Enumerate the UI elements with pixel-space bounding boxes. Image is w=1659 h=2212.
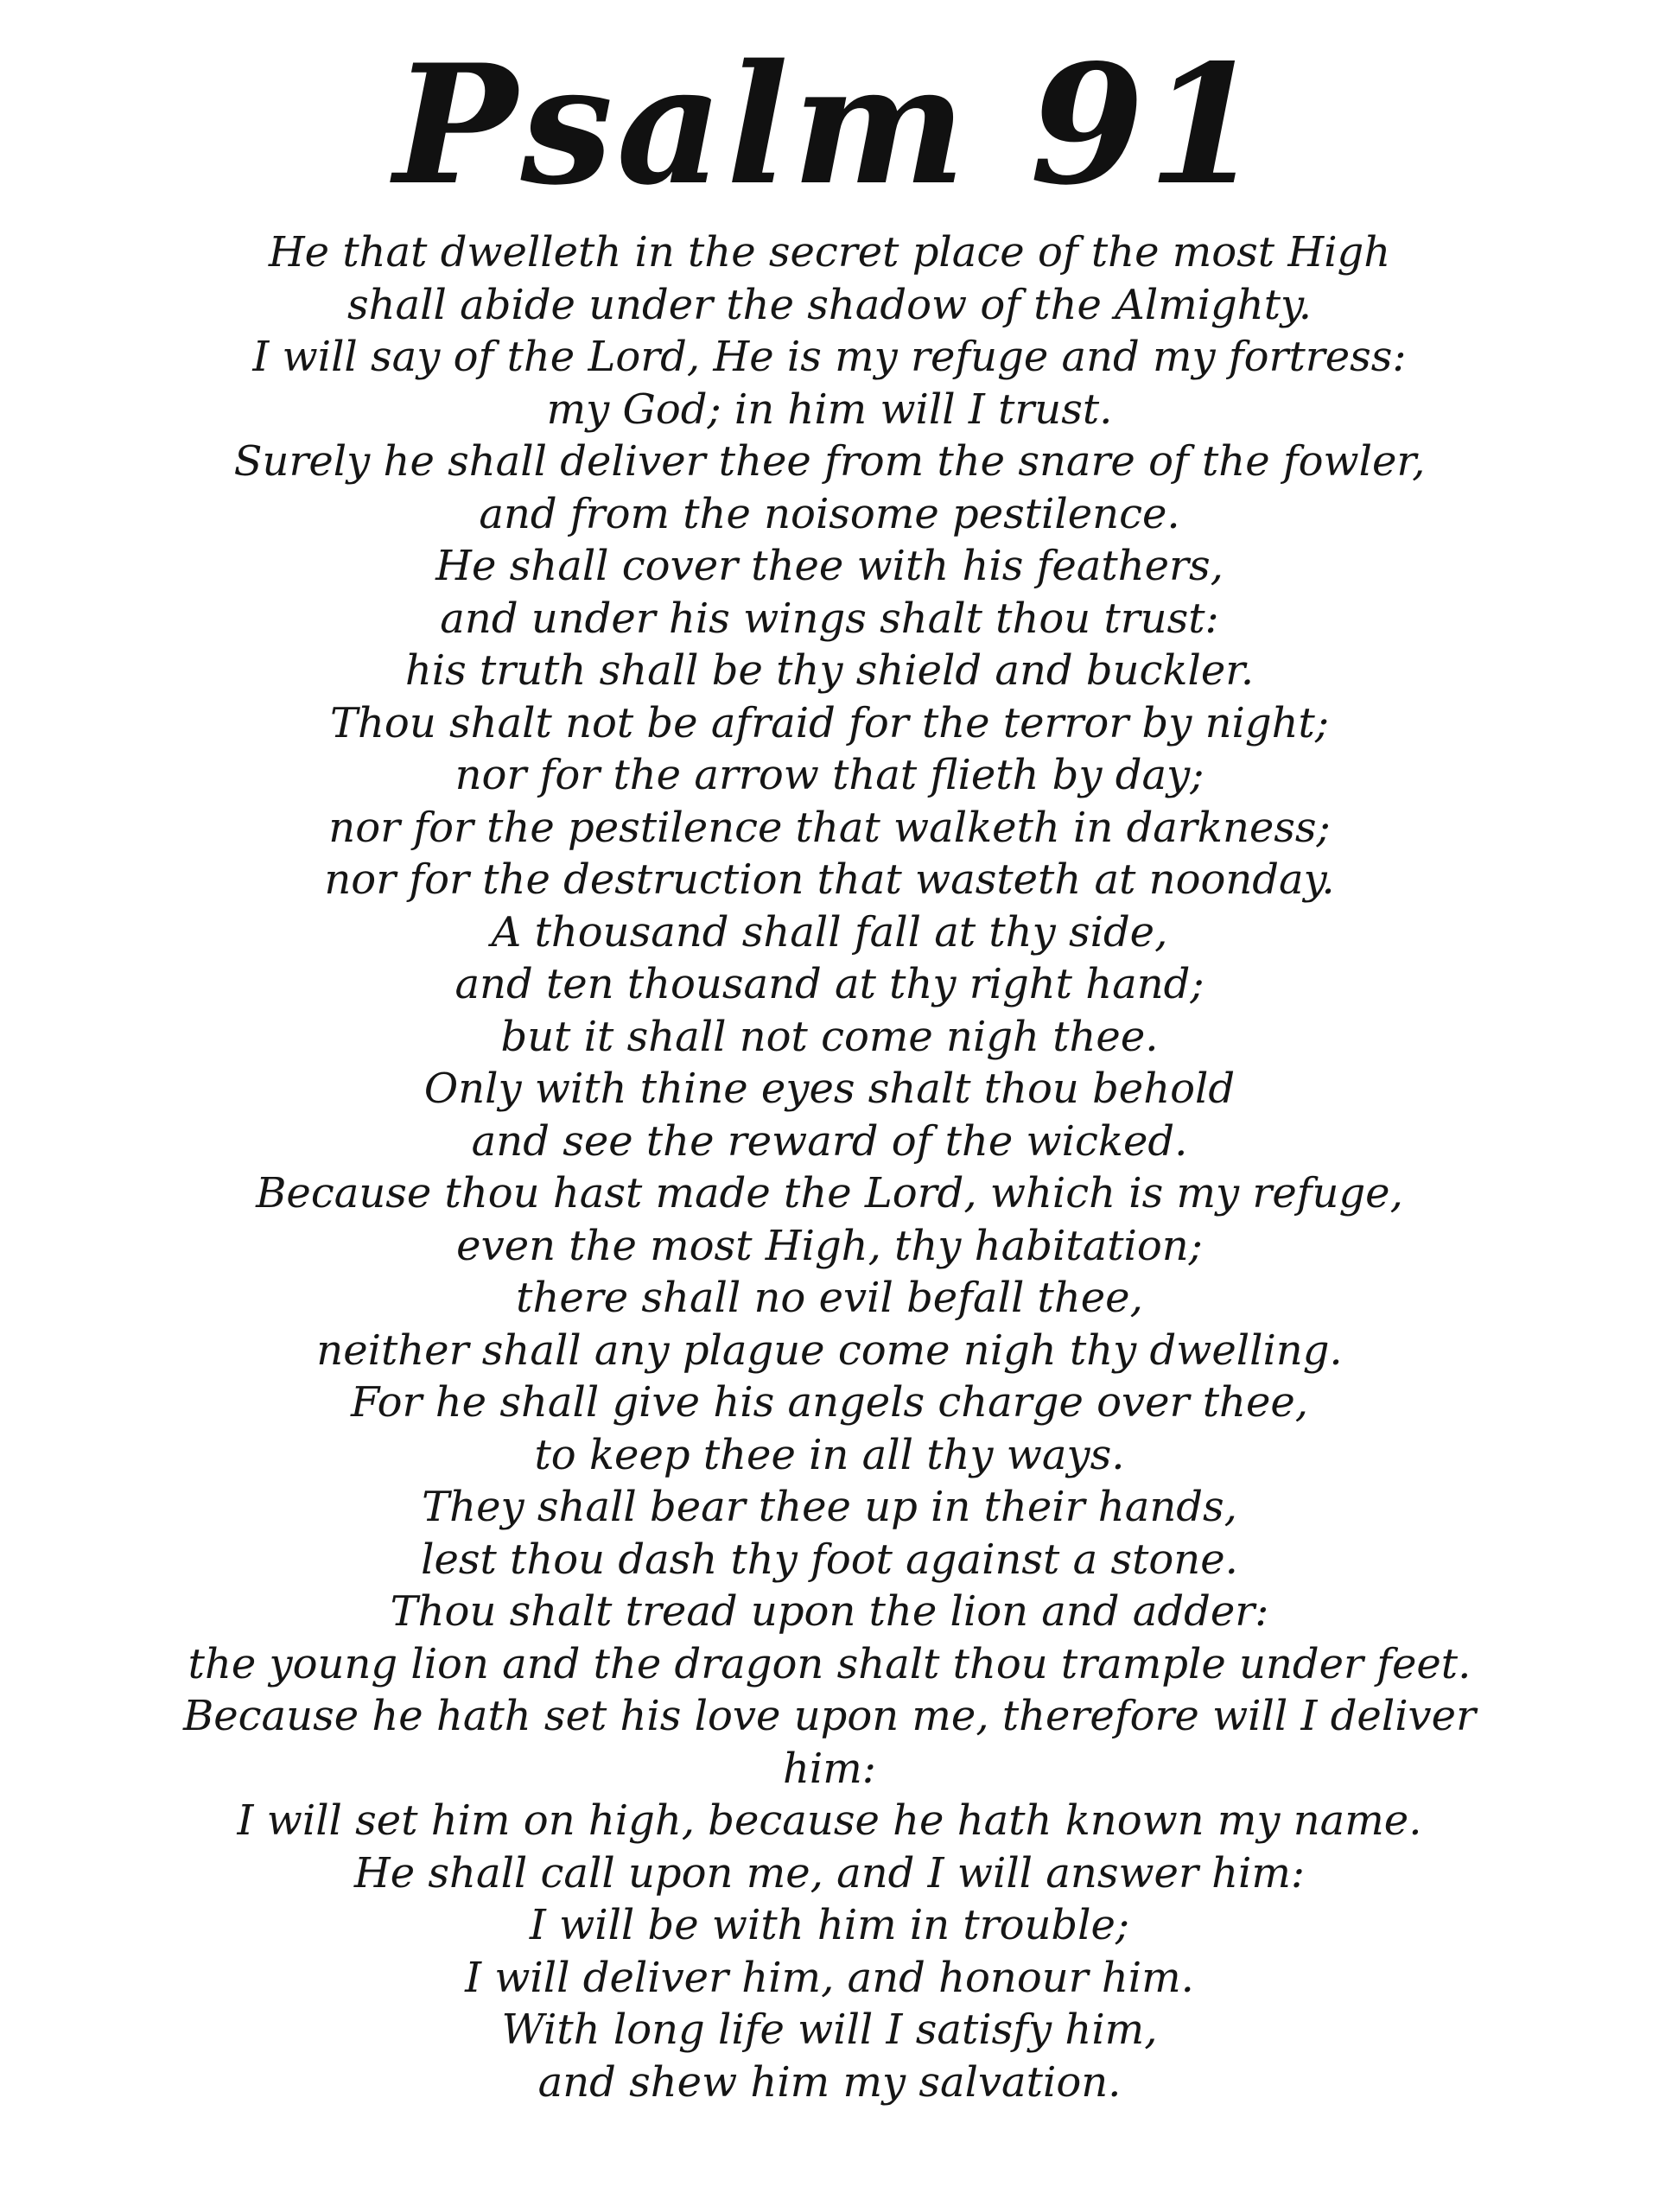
psalm-line: I will be with him in trouble; — [529, 1901, 1130, 1949]
psalm-line: even the most High, thy habitation; — [456, 1221, 1203, 1270]
psalm-text — [78, 226, 1581, 2108]
psalm-line: and see the reward of the wicked. — [471, 1116, 1188, 1166]
psalm-line: Thou shalt not be afraid for the terror by night; — [330, 698, 1329, 747]
psalm-line: lest thou dash thy foot against a stone. — [421, 1535, 1238, 1584]
psalm-line: Thou shalt tread upon the lion and adder: — [390, 1587, 1269, 1636]
psalm-line: and from the noisome pestilence. — [479, 489, 1180, 538]
psalm-line: He shall cover thee with his feathers, — [435, 542, 1224, 590]
psalm-line: and under his wings shalt thou trust: — [440, 594, 1219, 643]
psalm-line: nor for the destruction that wasteth at noonday. — [324, 855, 1335, 904]
psalm-line: With long life will I satisfy him, — [501, 2005, 1158, 2054]
psalm-line: He shall call upon me, and I will answer him: — [353, 1848, 1306, 1897]
psalm-line: his truth shall be thy shield and buckler. — [404, 646, 1255, 695]
psalm-line: nor for the pestilence that walketh in darkness; — [328, 803, 1331, 852]
psalm-line: He that dwelleth in the secret place of the most High — [268, 228, 1391, 276]
psalm-line: For he shall give his angels charge over thee, — [350, 1378, 1309, 1427]
psalm-line: Because he hath set his love upon me, therefore will I deliver — [182, 1692, 1477, 1740]
psalm-line: I will set him on high, because he hath known my name. — [237, 1796, 1422, 1845]
psalm-line: there shall no evil befall thee, — [516, 1274, 1143, 1322]
psalm-line: Surely he shall deliver thee from the snare of the fowler, — [233, 437, 1426, 486]
psalm-line: They shall bear thee up in their hands, — [422, 1483, 1237, 1531]
psalm-line: to keep thee in all thy ways. — [534, 1430, 1125, 1479]
psalm-line: Only with thine eyes shalt thou behold — [423, 1065, 1236, 1113]
psalm-line: and ten thousand at thy right hand; — [454, 960, 1205, 1008]
psalm-line: Because thou hast made the Lord, which is my refuge, — [256, 1169, 1403, 1217]
psalm-line: nor for the arrow that flieth by day; — [454, 751, 1205, 799]
psalm-line: shall abide under the shadow of the Almighty. — [347, 280, 1312, 329]
psalm-line: him: — [783, 1744, 876, 1793]
psalm-line: I will say of the Lord, He is my refuge and my fortress: — [252, 333, 1407, 381]
page-title: Psalm 91 — [393, 29, 1266, 221]
psalm-line: neither shall any plague come nigh thy dwelling. — [316, 1325, 1343, 1375]
psalm-line: I will deliver him, and honour him. — [465, 1953, 1194, 2002]
psalm-line: and shew him my salvation. — [537, 2057, 1122, 2107]
psalm-line: the young lion and the dragon shalt thou trample under feet. — [188, 1639, 1471, 1688]
psalm-line: but it shall not come nigh thee. — [500, 1012, 1159, 1061]
psalm-line: A thousand shall fall at thy side, — [491, 907, 1168, 957]
psalm-line: my God; in him will I trust. — [546, 385, 1113, 434]
